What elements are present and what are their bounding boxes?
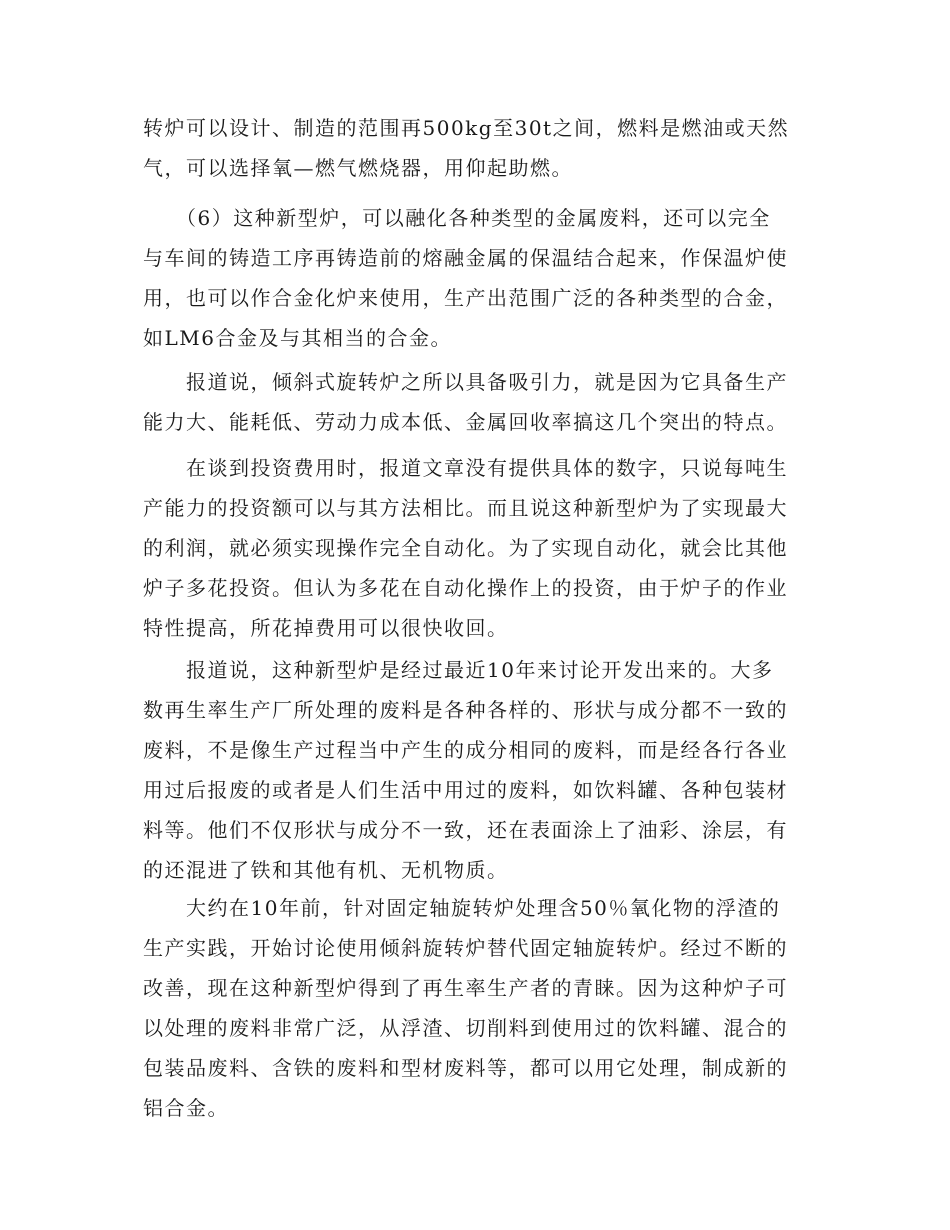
text-line: 在谈到投资费用时，报道文章没有提供具体的数字，只说每吨生 bbox=[143, 456, 788, 480]
text-line: （6）这种新型炉，可以融化各种类型的金属废料，还可以完全 bbox=[143, 206, 771, 230]
paragraph-3 bbox=[143, 362, 807, 442]
text-line: 气，可以选择氧—燃气燃烧器，用仰起助燃。 bbox=[143, 156, 573, 180]
text-line: 以处理的废料非常广泛，从浮渣、切削料到使用过的饮料罐、混合的 bbox=[143, 1016, 788, 1040]
paragraph-6 bbox=[143, 888, 807, 1128]
text-line: 数再生率生产厂所处理的废料是各种各样的、形状与成分都不一致的 bbox=[143, 698, 788, 722]
text-line: 报道说，这种新型炉是经过最近10年来讨论开发出来的。大多 bbox=[143, 658, 774, 682]
paragraph-1 bbox=[143, 108, 807, 188]
text-line: 大约在10年前，针对固定轴旋转炉处理含50％氧化物的浮渣的 bbox=[143, 896, 781, 920]
paragraph-2 bbox=[143, 198, 807, 358]
text-line: 料等。他们不仅形状与成分不一致，还在表面涂上了油彩、涂层，有 bbox=[143, 818, 788, 842]
paragraph-4 bbox=[143, 448, 807, 648]
text-line: 包装品废料、含铁的废料和型材废料等，都可以用它处理，制成新的 bbox=[143, 1056, 788, 1080]
text-line: 用过后报废的或者是人们生活中用过的废料，如饮料罐、各种包装材 bbox=[143, 778, 788, 802]
text-line: 用，也可以作合金化炉来使用，生产出范围广泛的各种类型的合金， bbox=[143, 286, 788, 310]
text-line: 废料，不是像生产过程当中产生的成分相同的废料，而是经各行各业 bbox=[143, 738, 788, 762]
text-line: 炉子多花投资。但认为多花在自动化操作上的投资，由于炉子的作业 bbox=[143, 576, 788, 600]
text-line: 报道说，倾斜式旋转炉之所以具备吸引力，就是因为它具备生产 bbox=[143, 370, 788, 394]
text-line: 转炉可以设计、制造的范围再500kg至30t之间，燃料是燃油或天然 bbox=[143, 116, 790, 140]
text-line: 与车间的铸造工序再铸造前的熔融金属的保温结合起来，作保温炉使 bbox=[143, 246, 788, 270]
text-line: 如LM6合金及与其相当的合金。 bbox=[143, 326, 452, 350]
text-line: 产能力的投资额可以与其方法相比。而且说这种新型炉为了实现最大 bbox=[143, 496, 788, 520]
text-line: 能力大、能耗低、劳动力成本低、金属回收率搞这几个突出的特点。 bbox=[143, 410, 788, 434]
text-line: 铝合金。 bbox=[143, 1096, 229, 1120]
paragraph-5 bbox=[143, 650, 807, 890]
text-line: 特性提高，所花掉费用可以很快收回。 bbox=[143, 616, 509, 640]
text-line: 的还混进了铁和其他有机、无机物质。 bbox=[143, 858, 509, 882]
text-line: 的利润，就必须实现操作完全自动化。为了实现自动化，就会比其他 bbox=[143, 536, 788, 560]
text-line: 生产实践，开始讨论使用倾斜旋转炉替代固定轴旋转炉。经过不断的 bbox=[143, 936, 788, 960]
text-line: 改善，现在这种新型炉得到了再生率生产者的青睐。因为这种炉子可 bbox=[143, 976, 788, 1000]
